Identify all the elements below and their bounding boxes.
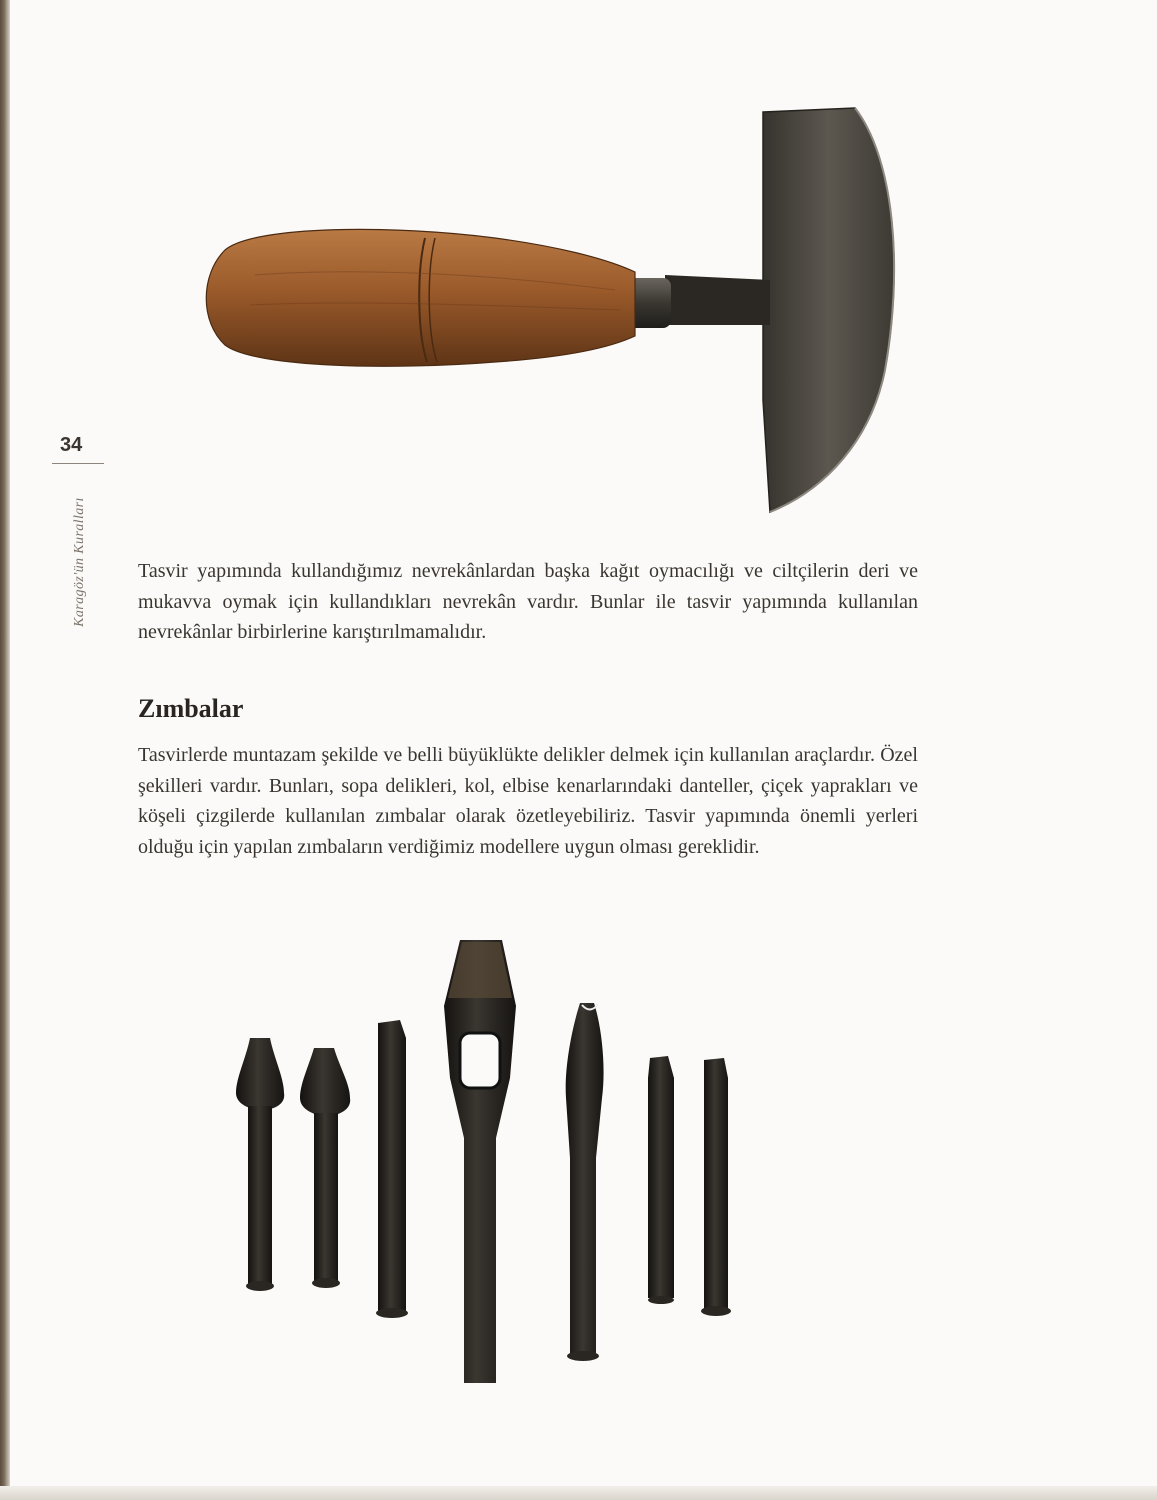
punch-5 bbox=[566, 1003, 604, 1361]
nevrekan-knife-photo bbox=[195, 100, 915, 540]
page-bottom-edge bbox=[0, 1486, 1157, 1500]
punch-2 bbox=[300, 1048, 350, 1288]
punch-1 bbox=[236, 1038, 284, 1291]
book-spine-edge bbox=[0, 0, 10, 1500]
punches-paragraph: Tasvirlerde muntazam şekilde ve belli büyüklükte delikler delmek için kullanılan araçlardır. Özel şekilleri vardır. Bunları, sopa delikleri, kol, elbise kenarlarındaki danteller, çiçek yaprakları ve köşeli çizgilerde kullanılan zımbalar olarak özetleyebiliriz. Tasvir yapımında önemli yerleri olduğu için yapılan zımbaların verdiğimiz modellere uygun olması gereklidir. bbox=[138, 744, 918, 858]
page-number-rule bbox=[52, 463, 104, 464]
page-number: 34 bbox=[60, 434, 83, 456]
running-head: Karagöz'ün Kuralları bbox=[72, 497, 87, 627]
hollow-punch-set-icon bbox=[210, 928, 770, 1398]
punch-7 bbox=[701, 1058, 731, 1316]
punch-4-large bbox=[444, 940, 516, 1383]
zimba-set-photo bbox=[210, 928, 770, 1398]
punch-6 bbox=[648, 1056, 674, 1304]
intro-paragraph: Tasvir yapımında kullandığımız nevrekânlardan başka kağıt oymacılığı ve ciltçilerin deri ve mukavva oymak için kullandıkları nevrekân vardır. Bunlar ile tasvir yapımında kullanılan nevrekânlar birbirlerine karıştırılmamalıdır. bbox=[138, 560, 918, 643]
half-moon-knife-icon bbox=[195, 100, 915, 540]
section-heading: Zımbalar bbox=[138, 694, 244, 723]
punch-3 bbox=[376, 1020, 408, 1318]
